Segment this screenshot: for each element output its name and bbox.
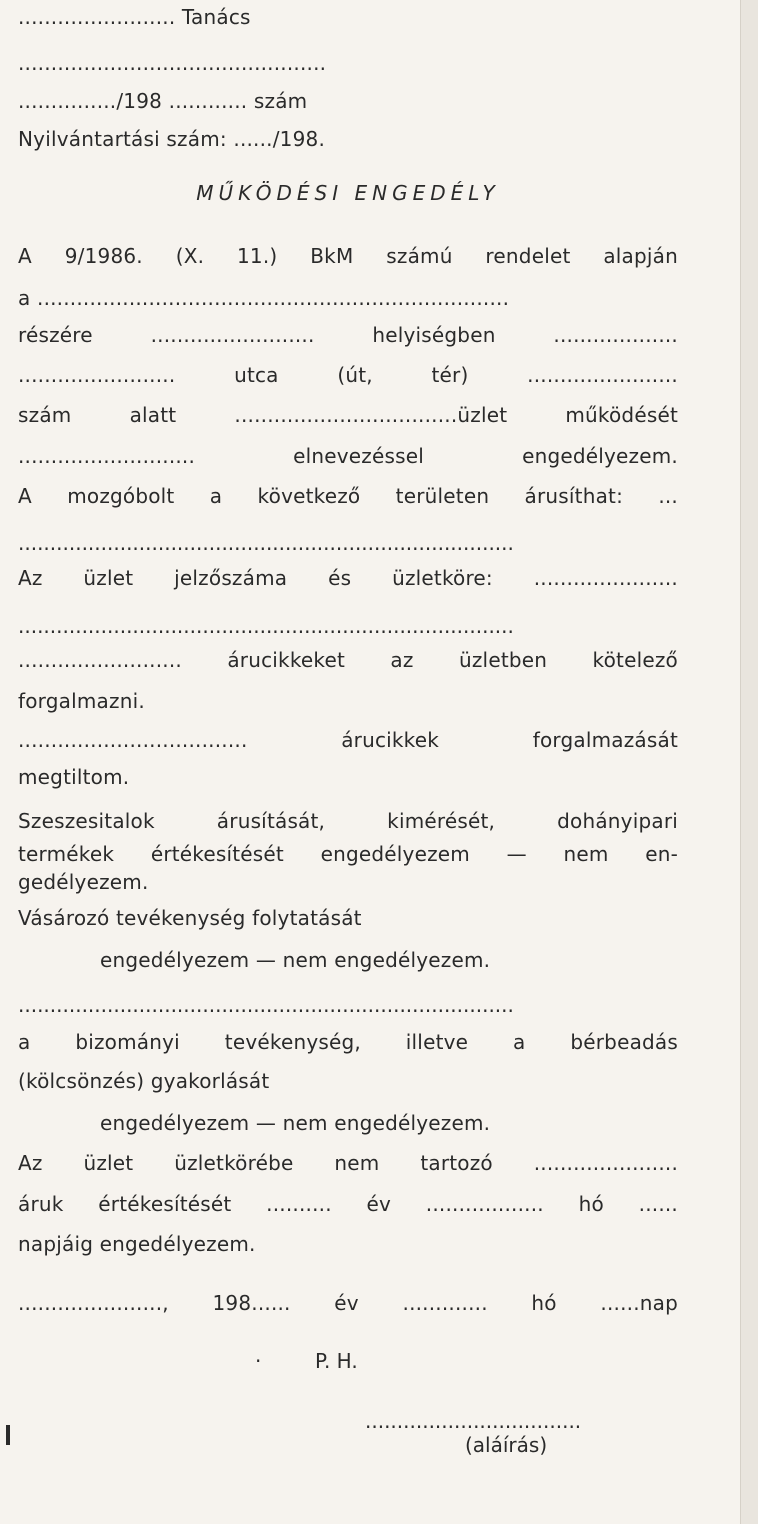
- decree-line: A 9/1986. (X. 11.) BkM számú rendelet alapján: [18, 244, 678, 268]
- commission-line-3: engedélyezem — nem engedélyezem.: [100, 1111, 491, 1135]
- forgalmazni-text: forgalmazni.: [18, 689, 145, 713]
- other-goods-line-2: áruk értékesítését .......... év .................. hó ......: [18, 1192, 678, 1216]
- prohibited-goods-line: ................................... árucikkek forgalmazását: [18, 728, 678, 752]
- dotted-line-3: ..............................................................................: [18, 993, 514, 1017]
- mobile-shop-line: A mozgóbolt a következő területen árusíthat: ...: [18, 484, 678, 508]
- margin-mark: [6, 1425, 10, 1445]
- document-title: MŰKÖDÉSI ENGEDÉLY: [196, 181, 500, 205]
- paper-edge: [740, 0, 758, 1524]
- registry-number-line: Nyilvántartási szám: ....../198.: [18, 127, 325, 151]
- alcohol-line-2: termékek értékesítését engedélyezem — nem en-: [18, 842, 678, 866]
- signature-dotted-line: ..................................: [365, 1409, 582, 1433]
- number-line: .............../198 ............ szám: [18, 89, 308, 113]
- street-line: ........................ utca (út, tér) .......................: [18, 363, 678, 387]
- dotted-line-1: ..............................................................................: [18, 531, 514, 555]
- alcohol-line-1: Szeszesitalok árusítását, kimérését, dohányipari: [18, 809, 678, 833]
- megtiltom-text: megtiltom.: [18, 765, 130, 789]
- shop-code-line: Az üzlet jelzőszáma és üzletköre: ......................: [18, 566, 678, 590]
- reszere-line: részére ......................... helyiségben ...................: [18, 323, 678, 347]
- dotted-line-2: ..............................................................................: [18, 614, 514, 638]
- other-goods-line-3: napjáig engedélyezem.: [18, 1232, 256, 1256]
- alcohol-line-3: gedélyezem.: [18, 870, 149, 894]
- commission-line-1: a bizományi tevékenység, illetve a bérbeadás: [18, 1030, 678, 1054]
- other-goods-line-1: Az üzlet üzletkörébe nem tartozó ......................: [18, 1151, 678, 1175]
- stamp-dot: ·: [255, 1349, 262, 1373]
- date-line: ......................, 198...... év ............. hó ......nap: [18, 1291, 678, 1315]
- mandatory-goods-line: ......................... árucikkeket az üzletben kötelező: [18, 648, 678, 672]
- fair-activity-line-1: Vásározó tevékenység folytatását: [18, 906, 362, 930]
- shop-name-line: ........................... elnevezéssel engedélyezem.: [18, 444, 678, 468]
- address-line: szám alatt ..................................üzlet működését: [18, 403, 678, 427]
- fair-activity-line-2: engedélyezem — nem engedélyezem.: [100, 948, 491, 972]
- commission-line-2: (kölcsönzés) gyakorlását: [18, 1069, 270, 1093]
- a-line: a ........................................................................: [18, 286, 510, 310]
- signature-label: (aláírás): [465, 1433, 548, 1457]
- blank-dotted-line: ...............................................: [18, 51, 327, 75]
- stamp-placeholder: P. H.: [315, 1349, 358, 1373]
- council-line: ........................ Tanács: [18, 5, 251, 29]
